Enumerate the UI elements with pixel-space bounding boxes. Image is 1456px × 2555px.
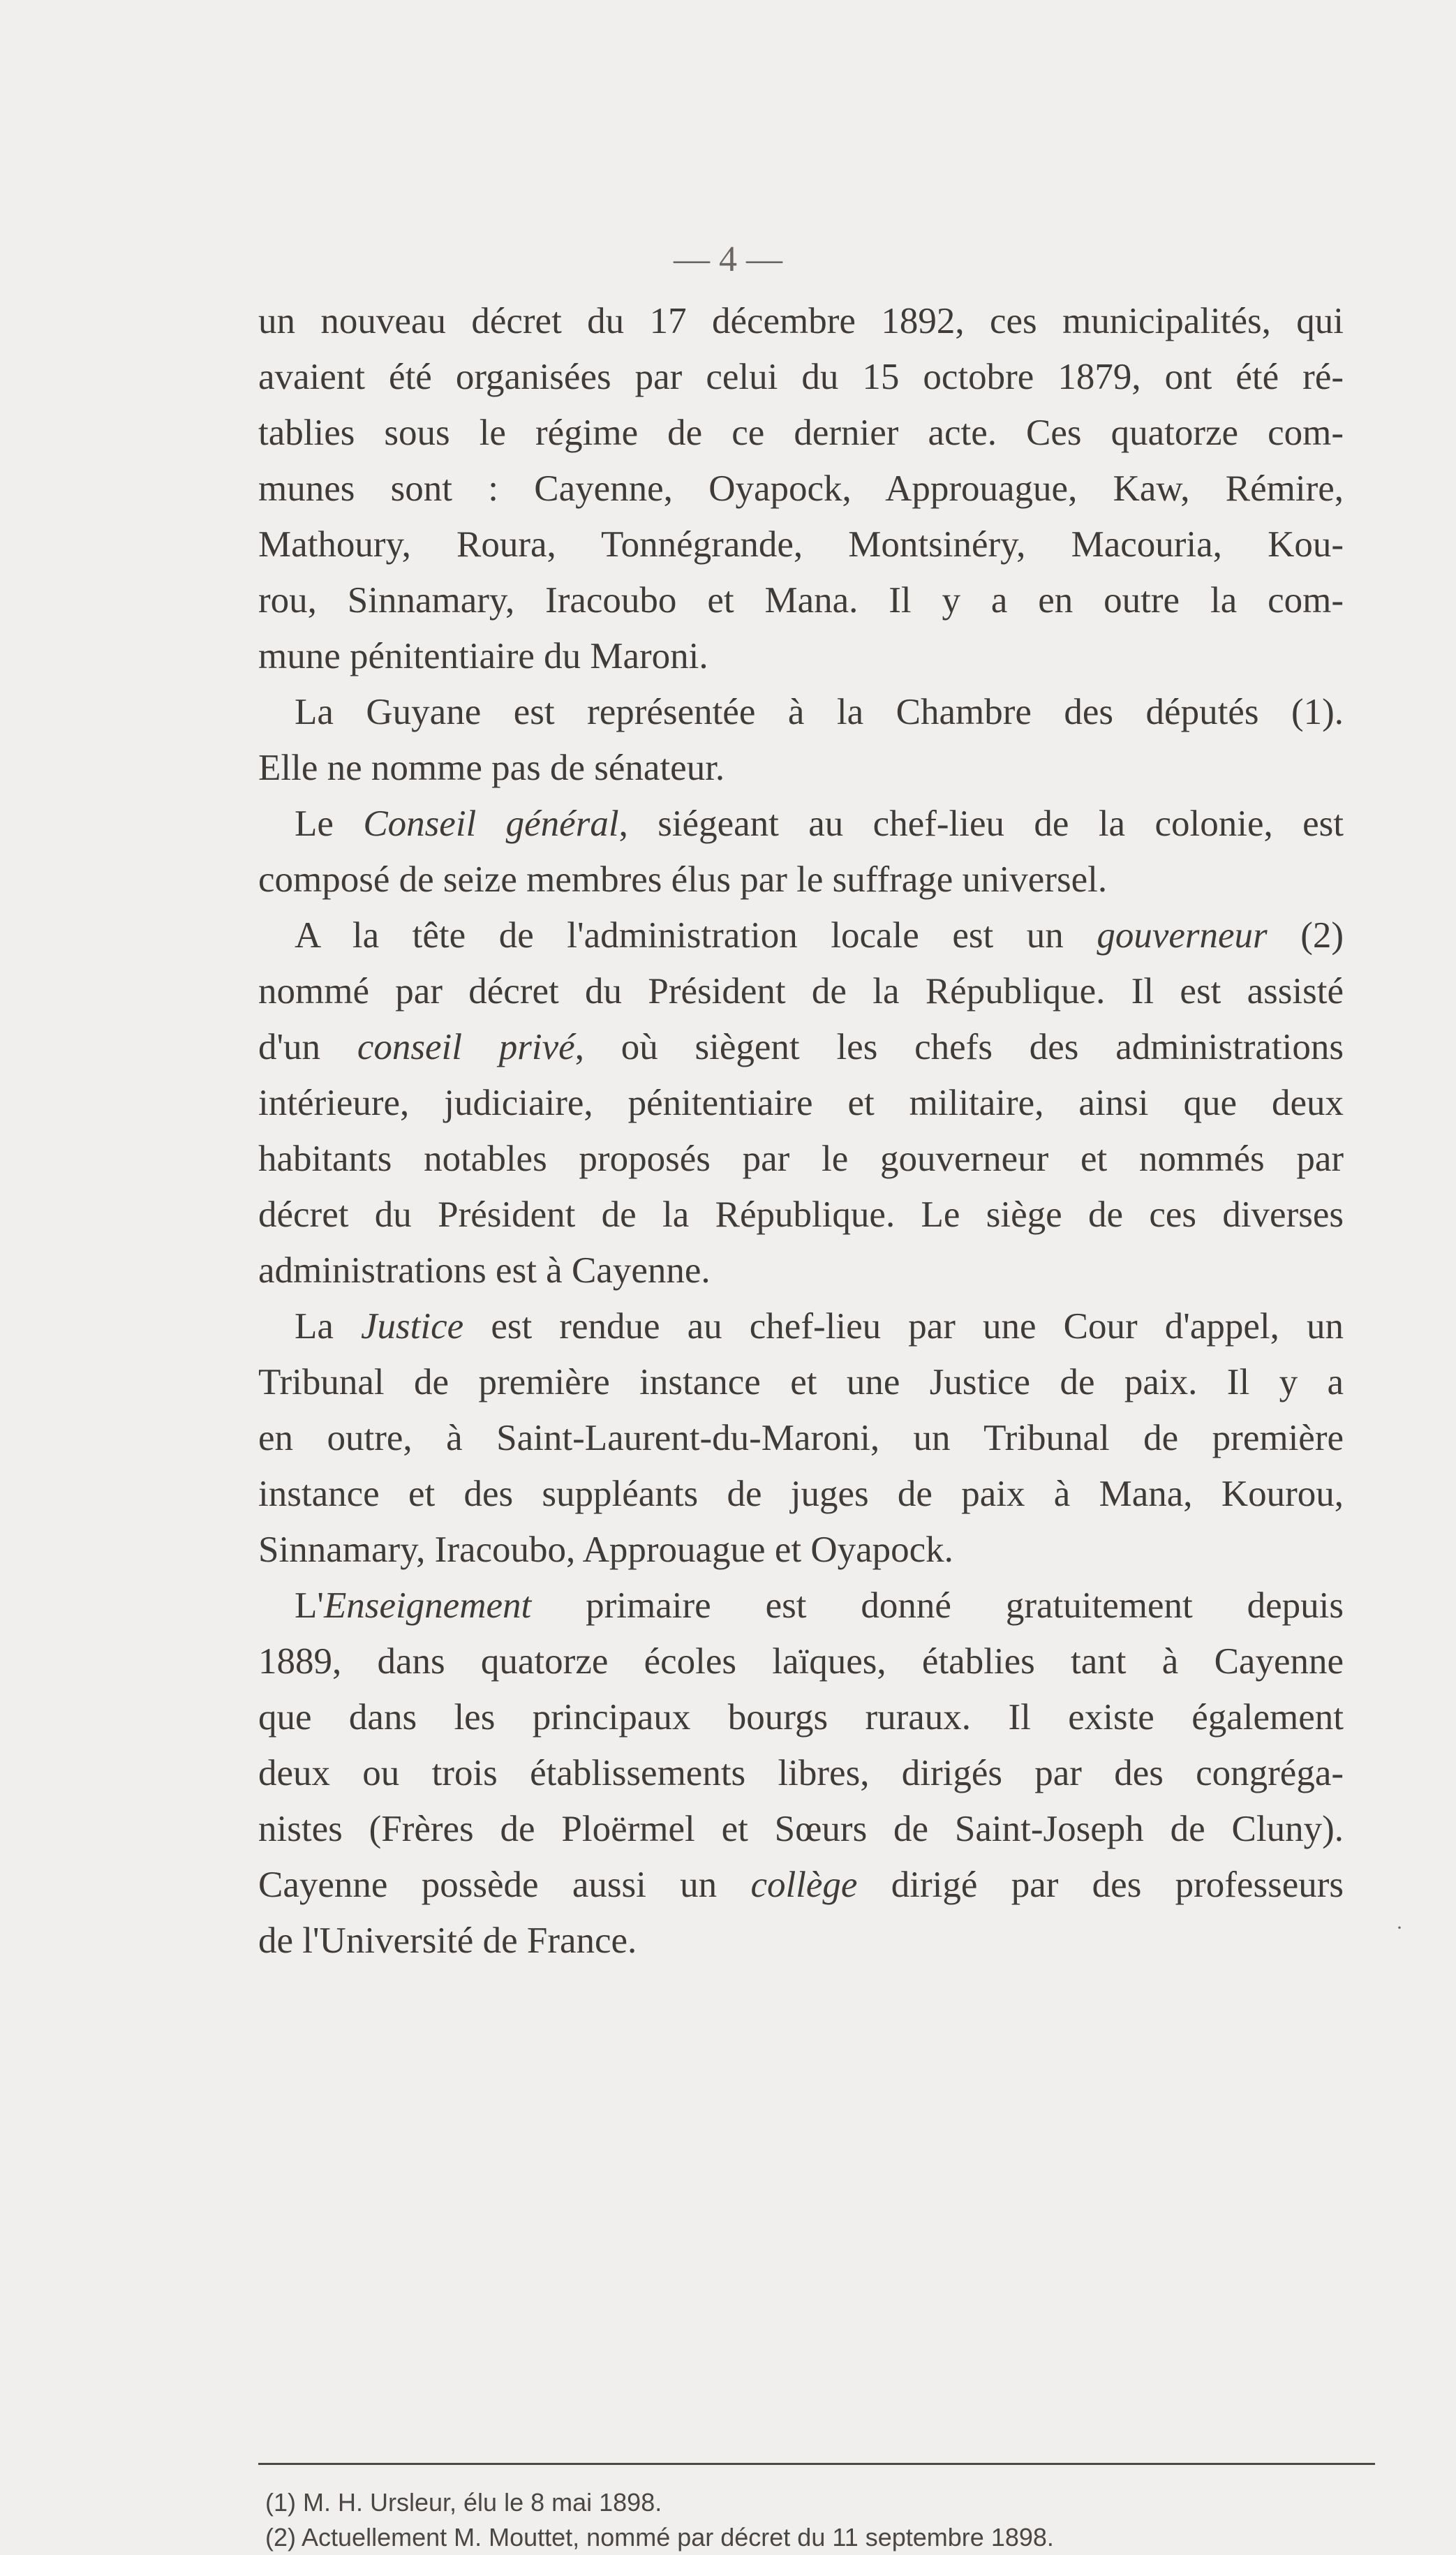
text-line: décret du Président de la République. Le siège de ces diverses <box>258 1194 1344 1235</box>
text-line: Mathoury, Roura, Tonnégrande, Montsinéry, Macouria, Kou- <box>258 524 1344 565</box>
text-run: (2) <box>1267 915 1344 956</box>
paragraph-start: La Guyane est représentée à la Chambre des députés (1). <box>295 692 1344 732</box>
text-line: instance et des suppléants de juges de paix à Mana, Kourou, <box>258 1474 1344 1514</box>
text-line <box>258 1019 1344 1075</box>
text-run: Le <box>295 803 364 844</box>
text-line: composé de seize membres élus par le suffrage universel. <box>258 859 1108 900</box>
text-run: dirigé par des professeurs <box>857 1865 1344 1905</box>
text-run: La <box>295 1306 362 1347</box>
text-line: tablies sous le régime de ce dernier acte. Ces quatorze com- <box>258 413 1344 453</box>
footnotes <box>265 2485 1382 2555</box>
text-line: intérieure, judiciaire, pénitentiaire et militaire, ainsi que deux <box>258 1083 1344 1123</box>
paragraph-start <box>258 1298 1344 1354</box>
text-line: que dans les principaux bourgs ruraux. Il existe également <box>258 1697 1344 1738</box>
stray-mark: · <box>1396 1916 1403 1939</box>
paragraph-start <box>258 1578 1344 1634</box>
text-run: A la tête de l'administration locale est un <box>295 915 1097 956</box>
text-line: 1889, dans quatorze écoles laïques, établies tant à Cayenne <box>258 1641 1344 1682</box>
italic-term: Enseignement <box>323 1585 532 1626</box>
text-line: en outre, à Saint-Laurent-du-Maroni, un Tribunal de première <box>258 1418 1344 1458</box>
text-line: Tribunal de première instance et une Justice de paix. Il y a <box>258 1362 1344 1402</box>
text-line: mune pénitentiaire du Maroni. <box>258 636 708 676</box>
footnote-divider <box>258 2463 1375 2465</box>
footnote: (2) Actuellement M. Mouttet, nommé par décret du 11 septembre 1898. <box>265 2523 1054 2552</box>
paragraph-start <box>258 796 1344 852</box>
body-text <box>258 293 1344 1969</box>
text-line: Elle ne nomme pas de sénateur. <box>258 748 725 788</box>
italic-term: conseil privé <box>357 1027 575 1067</box>
text-line: habitants notables proposés par le gouverneur et nommés par <box>258 1139 1344 1179</box>
page-number: — 4 — <box>674 239 782 279</box>
text-line: avaient été organisées par celui du 15 octobre 1879, ont été ré- <box>258 357 1344 397</box>
text-line: de l'Université de France. <box>258 1920 637 1961</box>
text-line: nistes (Frères de Ploërmel et Sœurs de Saint-Joseph de Cluny). <box>258 1809 1344 1849</box>
paragraph-start <box>258 908 1344 963</box>
italic-term: collège <box>750 1865 858 1905</box>
text-run: L' <box>295 1585 324 1626</box>
italic-term: Justice <box>361 1306 464 1347</box>
text-line <box>258 1857 1344 1913</box>
text-run: d'un <box>258 1027 357 1067</box>
text-line: deux ou trois établissements libres, dirigés par des congréga- <box>258 1753 1344 1793</box>
text-run: primaire est donné gratuitement depuis <box>531 1585 1344 1626</box>
text-line: Sinnamary, Iracoubo, Approuague et Oyapock. <box>258 1530 953 1570</box>
italic-term: gouverneur <box>1097 915 1268 956</box>
italic-term: Conseil général <box>363 803 619 844</box>
text-run: est rendue au chef-lieu par une Cour d'appel, un <box>463 1306 1344 1347</box>
text-line: rou, Sinnamary, Iracoubo et Mana. Il y a en outre la com- <box>258 580 1344 621</box>
text-line: administrations est à Cayenne. <box>258 1250 711 1291</box>
text-run: Cayenne possède aussi un <box>258 1865 751 1905</box>
footnote: (1) M. H. Ursleur, élu le 8 mai 1898. <box>265 2488 662 2517</box>
text-run: , siégeant au chef-lieu de la colonie, est <box>618 803 1344 844</box>
text-run: , où siègent les chefs des administrations <box>574 1027 1344 1067</box>
text-line: nommé par décret du Président de la République. Il est assisté <box>258 971 1344 1012</box>
text-line: un nouveau décret du 17 décembre 1892, ces municipalités, qui <box>258 301 1344 341</box>
text-line: munes sont : Cayenne, Oyapock, Approuague, Kaw, Rémire, <box>258 468 1344 509</box>
